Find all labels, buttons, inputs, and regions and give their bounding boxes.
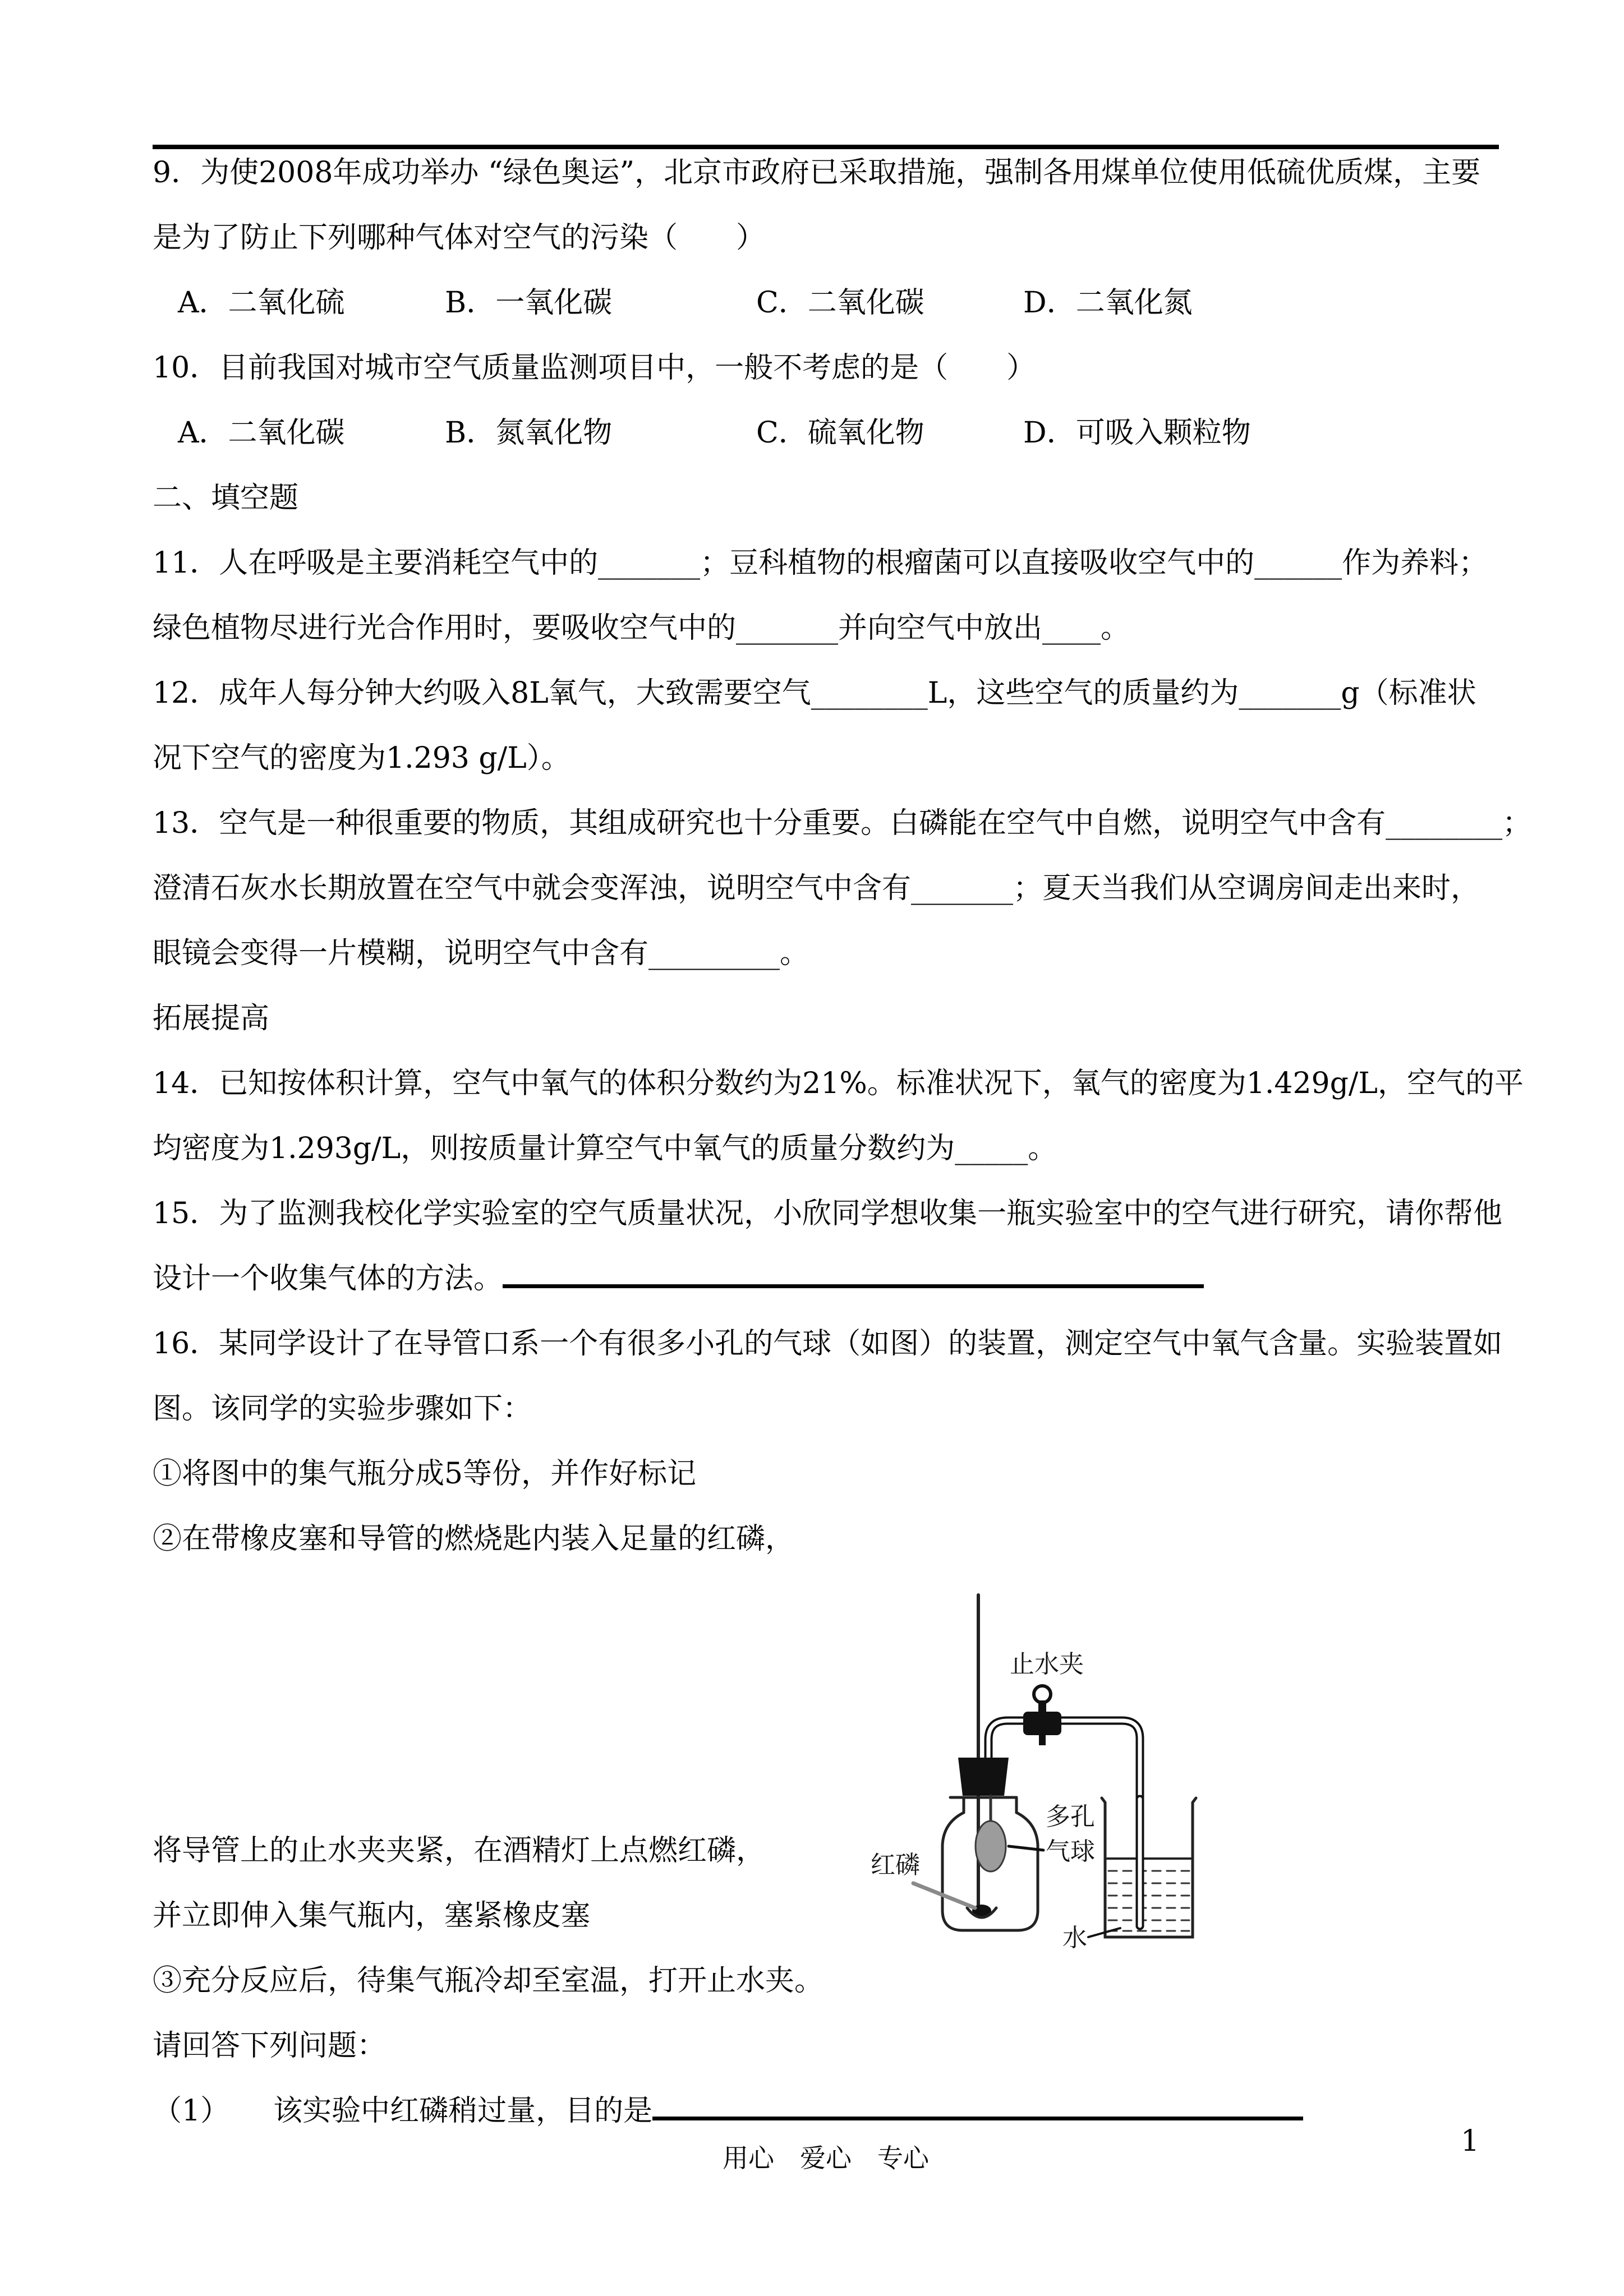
q16-sub1-text: （1） 该实验中红磷稍过量，目的是 — [153, 2094, 653, 2128]
q16-step1: ①将图中的集气瓶分成5等份，并作好标记 — [153, 1457, 697, 1491]
q10-options — [153, 400, 1499, 465]
beaker — [1102, 1798, 1196, 1937]
q13-line2: 澄清石灰水长期放置在空气中就会变浑浊，说明空气中含有_______；夏天当我们从空调房间走出来时， — [153, 872, 1480, 905]
q9-line2: 是为了防止下列哪种气体对空气的污染（ ） — [153, 221, 766, 255]
q16-sub1 — [153, 2078, 1499, 2143]
q15-line1: 15．为了监测我校化学实验室的空气质量状况，小欣同学想收集一瓶实验室中的空气进行研究，请你帮他 — [153, 1197, 1503, 1230]
section-extend-heading: 拓展提高 — [153, 1002, 270, 1035]
q11-line2: 绿色植物尽进行光合作用时，要吸收空气中的_______并向空气中放出____。 — [153, 611, 1130, 645]
q9-options — [153, 270, 1499, 335]
worksheet-content — [153, 0, 1532, 2143]
pinch-clamp-label: 止水夹 — [1010, 1650, 1084, 1679]
q15-line2 — [153, 1246, 1499, 1311]
q16-step3: ③充分反应后，待集气瓶冷却至室温，打开止水夹。 — [153, 1964, 824, 1998]
rubber-stopper — [958, 1758, 1009, 1796]
red-phosphorus-leader-line — [913, 1883, 975, 1908]
q15-answer-line — [503, 1281, 1204, 1288]
q16-sub1-answer-line — [652, 2113, 1303, 2120]
q14-line2: 均密度为1.293g/L，则按质量计算空气中氧气的质量分数约为_____。 — [153, 1132, 1057, 1165]
q16-step2: ②在带橡皮塞和导管的燃烧匙内装入足量的红磷， — [153, 1522, 795, 1556]
q13-line1: 13．空气是一种很重要的物质，其组成研究也十分重要。白磷能在空气中自燃，说明空气中含有________； — [153, 806, 1532, 840]
pinch-clamp-ring — [1034, 1686, 1051, 1703]
porous-balloon — [976, 1821, 1006, 1871]
section-fill-blank-heading: 二、填空题 — [153, 481, 299, 515]
q10-option-c: C．硫氧化物 — [756, 416, 924, 450]
q9-option-b: B．一氧化碳 — [445, 286, 613, 320]
q16-ask: 请回答下列问题： — [153, 2029, 387, 2063]
q9-option-d: D．二氧化氮 — [1023, 286, 1193, 320]
q10-option-d: D．可吸入颗粒物 — [1023, 416, 1251, 450]
q9-line1: 9．为使2008年成功举办 “绿色奥运”，北京市政府已采取措施，强制各用煤单位使用低硫优质煤，主要 — [153, 156, 1481, 190]
pinch-clamp-screw — [1039, 1735, 1046, 1745]
page-number: 1 — [1461, 2124, 1480, 2158]
red-phosphorus-label: 红磷 — [871, 1851, 920, 1879]
q9-option-c: C．二氧化碳 — [756, 286, 924, 320]
q14-line1: 14．已知按体积计算，空气中氧气的体积分数约为21%。标准状况下，氧气的密度为1.429g/L，空气的平 — [153, 1067, 1524, 1100]
q15-line2-text: 设计一个收集气体的方法。 — [153, 1262, 503, 1295]
q12-line1: 12．成年人每分钟大约吸入8L氧气，大致需要空气________L，这些空气的质量约为_______g（标准状 — [153, 676, 1476, 710]
apparatus-diagram — [815, 1571, 1263, 1953]
pinch-clamp — [1023, 1712, 1061, 1735]
q16-line1: 16．某同学设计了在导管口系一个有很多小孔的气球（如图）的装置，测定空气中氧气含量。实验装置如 — [153, 1327, 1503, 1361]
q16-step2c: 并立即伸入集气瓶内，塞紧橡皮塞 — [153, 1899, 591, 1933]
q10-option-b: B．氮氧化物 — [445, 416, 613, 450]
q11-line1: 11．人在呼吸是主要消耗空气中的_______；豆科植物的根瘤菌可以直接吸收空气中的______作为养料； — [153, 546, 1488, 580]
q16-step2b: 将导管上的止水夹夹紧，在酒精灯上点燃红磷， — [153, 1834, 766, 1868]
q16-line2: 图。该同学的实验步骤如下： — [153, 1392, 532, 1426]
experiment-apparatus-figure — [815, 1571, 1263, 1953]
q10-option-a: A．二氧化碳 — [178, 416, 345, 450]
q12-line2: 况下空气的密度为1.293 g/L）。 — [153, 741, 571, 775]
q13-line3: 眼镜会变得一片模糊，说明空气中含有_________。 — [153, 937, 809, 970]
porous-balloon-label-line1: 多孔 — [1046, 1802, 1095, 1831]
porous-balloon-label-line2: 气球 — [1046, 1837, 1095, 1866]
q10-line1: 10．目前我国对城市空气质量监测项目中，一般不考虑的是（ ） — [153, 351, 1036, 385]
q9-option-a: A．二氧化硫 — [178, 286, 345, 320]
water-label: 水 — [1062, 1924, 1087, 1952]
footer-motto: 用心 爱心 专心 — [723, 2143, 929, 2173]
water-hatching — [1108, 1871, 1189, 1931]
